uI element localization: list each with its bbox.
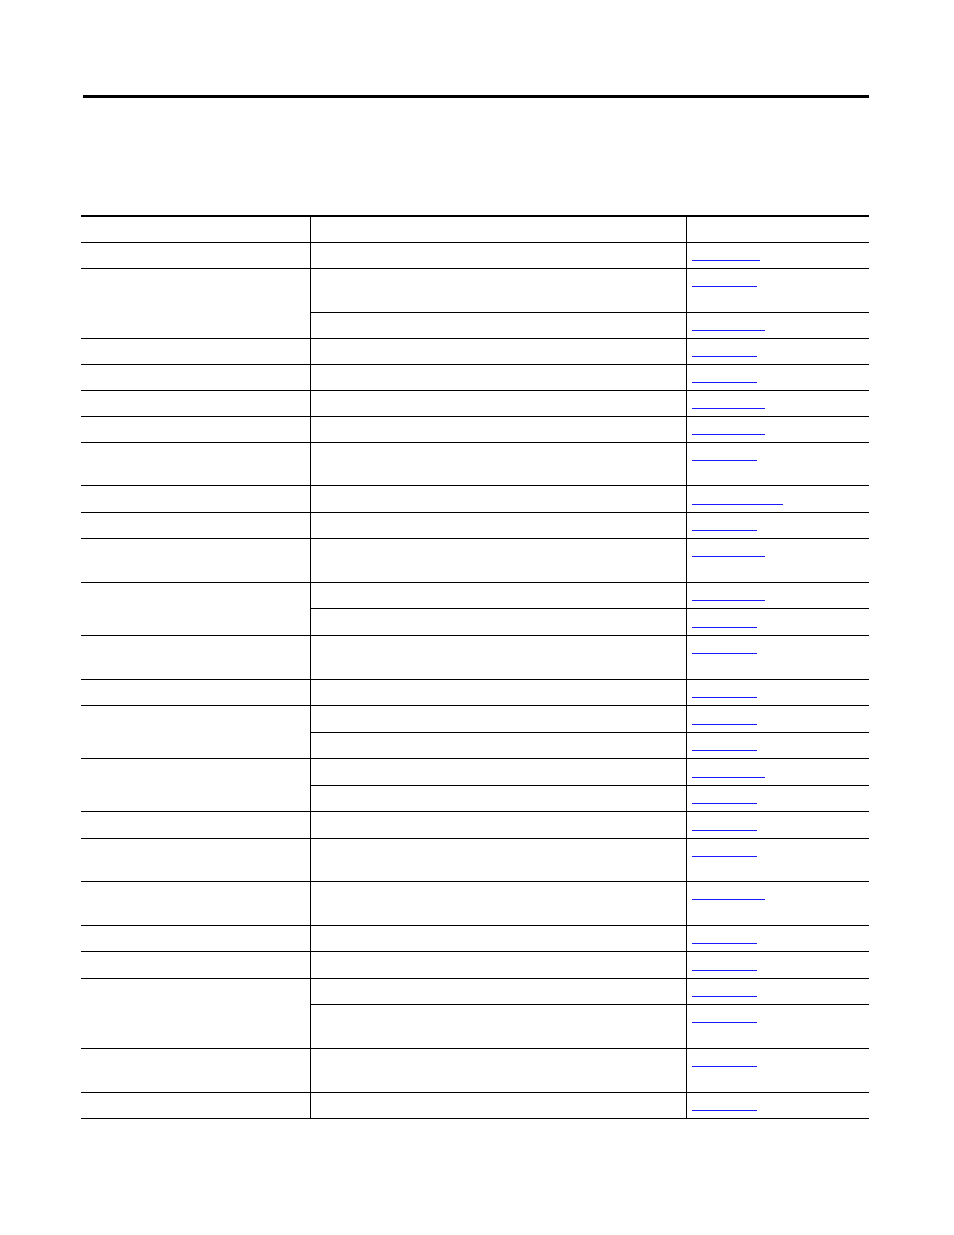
table-row [81,636,869,680]
page-link[interactable] [692,504,783,505]
page-cell [686,926,869,952]
description-cell [310,952,686,979]
table-row [81,339,869,365]
description-column-header [310,216,686,243]
description-cell [310,269,686,313]
page-cell [686,365,869,391]
topic-cell [81,391,310,417]
topic-cell [81,443,310,486]
topic-cell [81,812,310,839]
page-cell [686,979,869,1005]
page-link[interactable] [692,996,757,997]
table-row [81,417,869,443]
description-cell [310,313,686,339]
page-link[interactable] [692,697,757,698]
description-cell [310,243,686,269]
page-link[interactable] [692,724,757,725]
table-row [81,443,869,486]
topic-cell [81,636,310,680]
table-row [81,706,869,733]
description-cell [310,365,686,391]
table-row [81,839,869,882]
description-cell [310,636,686,680]
topic-cell [81,513,310,539]
page-cell [686,759,869,786]
table-row [81,882,869,926]
page-cell [686,786,869,812]
page-link[interactable] [692,260,760,261]
page-cell [686,1049,869,1093]
page-link[interactable] [692,530,757,531]
description-cell [310,609,686,636]
description-cell [310,513,686,539]
description-cell [310,1005,686,1049]
page-link[interactable] [692,943,757,944]
description-cell [310,759,686,786]
topic-cell [81,979,310,1049]
topic-cell [81,339,310,365]
topic-cell [81,486,310,513]
page-link[interactable] [692,1110,757,1111]
topic-cell [81,839,310,882]
description-cell [310,706,686,733]
page-link[interactable] [692,286,757,287]
page-link[interactable] [692,830,757,831]
table-row [81,486,869,513]
page-link[interactable] [692,460,757,461]
description-cell [310,882,686,926]
page-cell [686,391,869,417]
page-link[interactable] [692,356,757,357]
description-cell [310,733,686,759]
description-cell [310,926,686,952]
topic-cell [81,1093,310,1119]
table-row [81,1049,869,1093]
description-cell [310,486,686,513]
page-cell [686,952,869,979]
page-column-header [686,216,869,243]
page-link[interactable] [692,330,765,331]
page-link[interactable] [692,777,765,778]
topic-cell [81,365,310,391]
topic-cell [81,882,310,926]
page-link[interactable] [692,803,757,804]
description-cell [310,443,686,486]
page-cell [686,839,869,882]
page-link[interactable] [692,382,757,383]
table-header-row [81,216,869,243]
description-cell [310,1049,686,1093]
description-cell [310,391,686,417]
description-cell [310,1093,686,1119]
description-cell [310,786,686,812]
description-cell [310,339,686,365]
description-cell [310,583,686,609]
page-link[interactable] [692,653,757,654]
table-row [81,365,869,391]
description-cell [310,812,686,839]
topic-cell [81,417,310,443]
table-row [81,759,869,786]
page-link[interactable] [692,1022,757,1023]
topic-cell [81,269,310,339]
page-link[interactable] [692,970,757,971]
table-row [81,1093,869,1119]
description-cell [310,417,686,443]
table-row [81,391,869,417]
table-row [81,979,869,1005]
page-cell [686,812,869,839]
page-cell [686,706,869,733]
table-row [81,513,869,539]
page-cell [686,583,869,609]
topic-cell [81,1049,310,1093]
table-row [81,539,869,583]
topic-cell [81,926,310,952]
topic-cell [81,583,310,636]
table-row [81,812,869,839]
page-link[interactable] [692,408,765,409]
description-cell [310,539,686,583]
page-cell [686,269,869,313]
description-cell [310,979,686,1005]
page-link[interactable] [692,856,757,857]
topic-cell [81,680,310,706]
topic-cell [81,952,310,979]
topic-column-header [81,216,310,243]
table-row [81,269,869,313]
table-row [81,243,869,269]
page-cell [686,513,869,539]
description-cell [310,839,686,882]
header-rule [83,95,869,98]
table-row [81,952,869,979]
page-cell [686,339,869,365]
page-cell [686,486,869,513]
page-cell [686,1093,869,1119]
table-row [81,680,869,706]
topic-cell [81,539,310,583]
page-cell [686,243,869,269]
page-link[interactable] [692,600,765,601]
summary-of-changes-table [81,215,869,1119]
page-link[interactable] [692,556,765,557]
page-link[interactable] [692,899,765,900]
page-cell [686,636,869,680]
page-cell [686,680,869,706]
page-cell [686,1005,869,1049]
page-link[interactable] [692,627,757,628]
description-cell [310,680,686,706]
page-cell [686,882,869,926]
topic-cell [81,759,310,812]
page-link[interactable] [692,1066,757,1067]
page-cell [686,609,869,636]
table-row [81,583,869,609]
table-row [81,926,869,952]
page-cell [686,539,869,583]
page-cell [686,443,869,486]
page-link[interactable] [692,434,765,435]
topic-cell [81,706,310,759]
page-cell [686,417,869,443]
page-cell [686,313,869,339]
page-link[interactable] [692,750,757,751]
topic-cell [81,243,310,269]
page-cell [686,733,869,759]
